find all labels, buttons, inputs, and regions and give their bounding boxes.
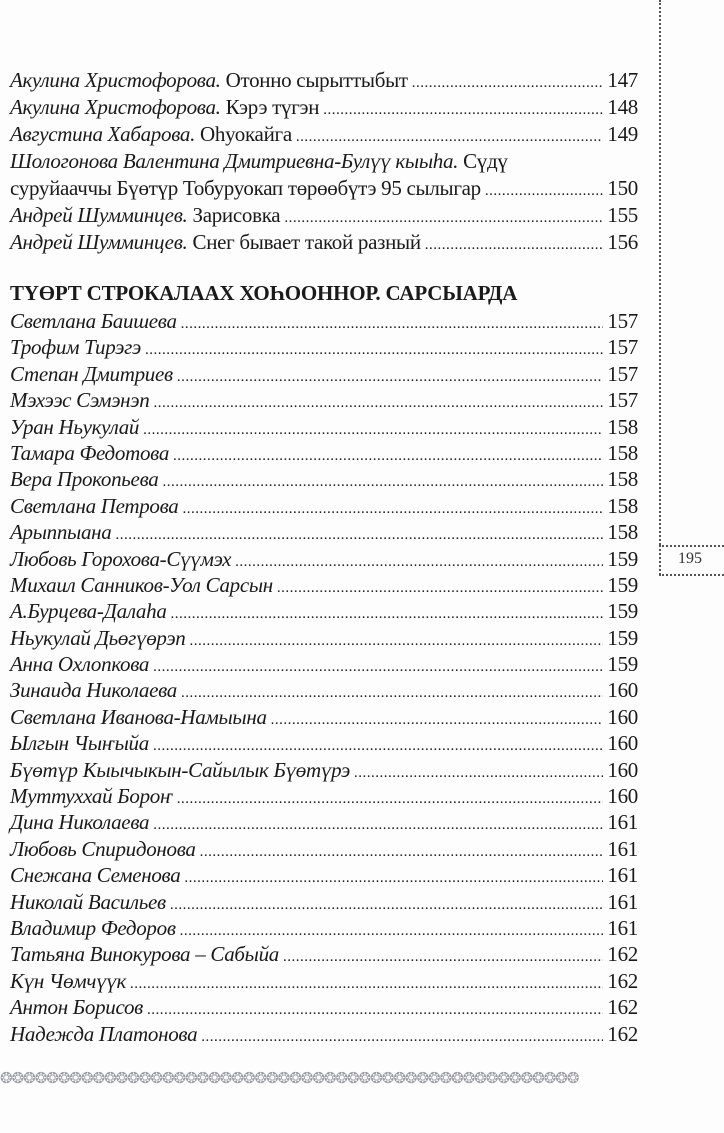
entry-title: Сүдү — [463, 149, 508, 173]
entry-author: Степан Дмитриев — [10, 361, 173, 386]
entry-author: Надежда Платонова — [10, 1021, 198, 1046]
entry-page: 149 — [607, 122, 638, 146]
toc-entry-line2[interactable] — [10, 176, 638, 203]
entry-title: Отонно сырыттыбыт — [225, 68, 408, 92]
dot-leader — [181, 678, 603, 703]
toc-entry[interactable] — [10, 837, 638, 863]
dot-leader — [425, 230, 604, 255]
entry-title: Снег бывает такой разный — [192, 230, 421, 254]
entry-author: Антон Борисов — [10, 995, 143, 1020]
entry-page: 155 — [607, 203, 638, 227]
entry-author: Светлана Петрова — [10, 493, 179, 518]
dot-leader — [184, 863, 603, 888]
dot-leader — [284, 203, 603, 228]
entry-title: Кэрэ түгэн — [225, 95, 320, 119]
toc-entry[interactable] — [10, 863, 638, 889]
entry-page: 157 — [607, 388, 638, 413]
toc-entry[interactable] — [10, 652, 638, 678]
dot-leader — [201, 1022, 603, 1047]
entry-author: Акулина Христофорова. — [10, 68, 221, 92]
entry-page: 157 — [607, 335, 638, 360]
entry-page: 161 — [607, 889, 638, 914]
toc-entry[interactable] — [10, 969, 638, 995]
toc-entry[interactable] — [10, 335, 638, 361]
toc-entry[interactable] — [10, 230, 638, 257]
toc-entry[interactable] — [10, 942, 638, 968]
entry-author: Акулина Христофорова. — [10, 95, 221, 119]
dot-leader — [177, 784, 604, 809]
entry-page: 159 — [607, 572, 638, 597]
dot-leader — [412, 68, 604, 93]
entry-author: Анна Охлопкова — [10, 652, 150, 677]
entry-author: Любовь Горохова-Сүүмэх — [10, 546, 232, 571]
entry-page: 159 — [607, 625, 638, 650]
entry-author: Татьяна Винокурова – Сабыйа — [10, 942, 279, 967]
entry-author: Мэхээс Сэмэнэп — [10, 388, 150, 413]
page-number-box-left — [659, 545, 661, 575]
toc-entry[interactable] — [10, 890, 638, 916]
toc-entry[interactable] — [10, 1022, 638, 1048]
entry-author: Андрей Шумминцев. — [10, 230, 188, 254]
toc-entry[interactable] — [10, 784, 638, 810]
toc-entry[interactable] — [10, 573, 638, 599]
entry-page: 158 — [607, 467, 638, 492]
entry-author: Светлана Баишева — [10, 309, 177, 333]
toc-entry[interactable] — [10, 122, 638, 149]
margin-dotted-border — [659, 0, 661, 545]
entry-author: А.Бурцева-Далаһа — [10, 599, 167, 624]
dot-leader — [180, 916, 604, 941]
toc-entry[interactable] — [10, 520, 638, 546]
toc-entry[interactable] — [10, 626, 638, 652]
dot-leader — [116, 520, 604, 545]
dot-leader — [200, 837, 604, 862]
entry-page: 162 — [607, 968, 638, 993]
page-number: 195 — [678, 550, 702, 567]
page-number-box-top — [659, 545, 724, 547]
entry-page: 160 — [607, 704, 638, 729]
dot-leader — [323, 95, 603, 120]
entry-page: 161 — [607, 915, 638, 940]
entry-page: 148 — [607, 95, 638, 119]
toc-entry[interactable] — [10, 494, 638, 520]
toc-entry[interactable] — [10, 810, 638, 836]
entry-page: 156 — [607, 230, 638, 254]
entry-author: Муттуххай Бороҥ — [10, 784, 173, 809]
entry-title: Оһуокайга — [200, 122, 292, 146]
entry-author: Ньукулай Дьөгүөрэп — [10, 625, 186, 650]
entry-author: Дина Николаева — [10, 810, 150, 835]
toc-entry[interactable] — [10, 441, 638, 467]
entry-author: Уран Ньукулай — [10, 414, 140, 439]
entry-page: 159 — [607, 652, 638, 677]
entry-author: Вера Прокопьева — [10, 467, 159, 492]
entry-page: 158 — [607, 520, 638, 545]
dot-leader — [277, 573, 603, 598]
entry-page: 160 — [607, 731, 638, 756]
dot-leader — [173, 441, 603, 466]
dot-leader — [296, 122, 604, 147]
entry-page: 161 — [607, 863, 638, 888]
toc-entry[interactable] — [10, 362, 638, 388]
toc-entry[interactable] — [10, 68, 638, 95]
toc-entry[interactable] — [10, 599, 638, 625]
entry-author: Тамара Федотова — [10, 440, 170, 465]
toc-entry[interactable] — [10, 678, 638, 704]
entry-page: 160 — [607, 784, 638, 809]
entry-author: Любовь Спиридонова — [10, 836, 196, 861]
toc-entry[interactable] — [10, 309, 638, 335]
entry-page: 159 — [607, 599, 638, 624]
section-heading: ТҮӨРТ СТРОКАЛААХ ХОҺООННОР. САРСЫАРДА — [10, 281, 518, 305]
entry-author: Николай Васильев — [10, 889, 166, 914]
dot-leader — [283, 942, 603, 967]
dot-leader — [235, 547, 603, 572]
entry-title: Зарисовка — [192, 203, 281, 227]
dot-leader — [354, 758, 603, 783]
entry-author: Снежана Семенова — [10, 863, 181, 888]
entry-page: 158 — [607, 414, 638, 439]
dot-leader — [181, 309, 604, 334]
dot-leader — [153, 731, 603, 756]
entry-page: 158 — [607, 440, 638, 465]
decorative-ornament-border: ❂❂❂❂❂❂❂❂❂❂❂❂❂❂❂❂❂❂❂❂❂❂❂❂❂❂❂❂❂❂❂❂❂❂❂❂❂❂❂❂❂❂❂❂❂❂❂❂❂❂ — [0, 1071, 579, 1087]
entry-author: Михаил Санников-Уол Сарсын — [10, 572, 273, 597]
toc-entry[interactable] — [10, 731, 638, 757]
entry-page: 161 — [607, 836, 638, 861]
dot-leader — [147, 995, 603, 1020]
toc-entry[interactable] — [10, 547, 638, 573]
entry-author: Ылгын Чыҥыйа — [10, 731, 149, 756]
dot-leader — [153, 810, 603, 835]
toc-entry[interactable] — [10, 758, 638, 784]
dot-leader — [162, 467, 603, 492]
entry-page: 162 — [607, 1021, 638, 1046]
page-number-box-bottom — [659, 574, 724, 576]
dot-leader — [189, 626, 603, 651]
entry-author: Светлана Иванова-Намыына — [10, 704, 267, 729]
dot-leader — [177, 362, 604, 387]
entry-page: 157 — [607, 309, 638, 333]
dot-leader — [271, 705, 604, 730]
dot-leader — [182, 494, 603, 519]
entry-author: Бүөтүр Кыычыкын-Сайылык Бүөтүрэ — [10, 757, 350, 782]
entry-page: 157 — [607, 361, 638, 386]
section-entries — [10, 309, 638, 1048]
entry-page: 160 — [607, 678, 638, 703]
dot-leader — [171, 599, 604, 624]
toc-entry-line1[interactable] — [10, 149, 638, 176]
entry-page: 158 — [607, 493, 638, 518]
toc-entry[interactable] — [10, 705, 638, 731]
dot-leader — [143, 415, 603, 440]
dot-leader — [153, 652, 603, 677]
entry-page: 162 — [607, 995, 638, 1020]
dot-leader — [485, 176, 604, 201]
entry-title: суруйааччы Бүөтүр Тобуруокап төрөөбүтэ 95 сылыгар — [10, 176, 481, 200]
toc-entry[interactable] — [10, 415, 638, 441]
toc-entry[interactable] — [10, 467, 638, 493]
entry-page: 147 — [607, 68, 638, 92]
entry-author: Күн Чөмчүүк — [10, 968, 127, 993]
dot-leader — [153, 388, 603, 413]
entry-author: Арыппыана — [10, 520, 112, 545]
entry-author: Владимир Федоров — [10, 915, 176, 940]
dot-leader — [130, 969, 603, 994]
table-of-contents — [10, 68, 638, 1048]
entry-author: Августина Хабарова. — [10, 122, 196, 146]
entry-page: 150 — [607, 176, 638, 200]
entry-page: 160 — [607, 757, 638, 782]
dot-leader — [170, 890, 604, 915]
entry-author: Андрей Шумминцев. — [10, 203, 188, 227]
entry-author: Шологонова Валентина Дмитриевна-Булүү кыыһа. — [10, 149, 459, 173]
toc-entry[interactable] — [10, 388, 638, 414]
toc-entry[interactable] — [10, 916, 638, 942]
entry-page: 161 — [607, 810, 638, 835]
dot-leader — [145, 335, 603, 360]
toc-entry[interactable] — [10, 995, 638, 1021]
entry-author: Зинаида Николаева — [10, 678, 177, 703]
toc-entry[interactable] — [10, 203, 638, 230]
entry-page: 159 — [607, 546, 638, 571]
entry-page: 162 — [607, 942, 638, 967]
toc-entry[interactable] — [10, 95, 638, 122]
entry-author: Трофим Тирэгэ — [10, 335, 141, 360]
